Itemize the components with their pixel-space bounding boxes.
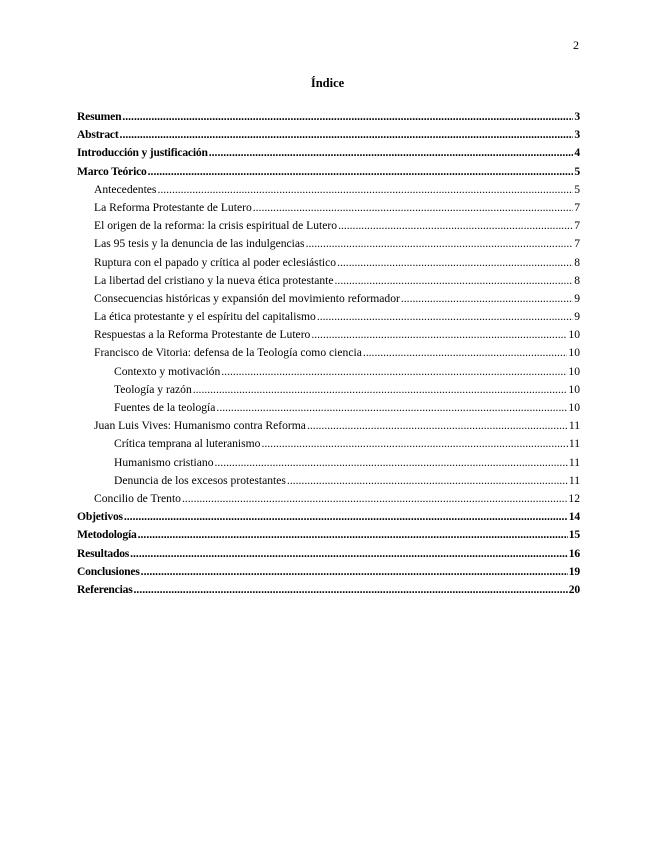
- toc-entry[interactable]: [77, 183, 580, 201]
- toc-entry-label: Humanismo cristiano: [114, 455, 214, 469]
- toc-entry-page: 11: [568, 473, 580, 487]
- toc-entry-label: Juan Luis Vives: Humanismo contra Reforma: [94, 419, 306, 433]
- toc-entry-label: Denuncia de los excesos protestantes: [114, 473, 286, 487]
- toc-entry-label: Metodología: [77, 528, 137, 542]
- toc-entry-page: 8: [574, 273, 580, 287]
- toc-entry-page: 5: [574, 182, 580, 196]
- toc-entry-label: Respuestas a la Reforma Protestante de Lutero: [94, 328, 311, 342]
- toc-entry-label: Ruptura con el papado y crítica al poder eclesiástico: [94, 255, 337, 269]
- toc-entry-label: Conclusiones: [77, 564, 140, 578]
- toc-entry-page: 11: [568, 455, 580, 469]
- toc-entry-page: 12: [568, 491, 580, 505]
- toc-entry-page: 20: [568, 582, 580, 596]
- dot-leader: [221, 365, 567, 378]
- toc-entry-page: 3: [574, 128, 580, 142]
- toc-entry-label: Concilio de Trento: [94, 491, 181, 505]
- toc-entry-page: 10: [568, 382, 580, 396]
- toc-entry-label: La Reforma Protestante de Lutero: [94, 200, 252, 214]
- toc-entry[interactable]: [77, 583, 580, 601]
- toc-entry-page: 11: [568, 437, 580, 451]
- toc-entry-label: Resumen: [77, 110, 122, 123]
- toc-entry[interactable]: [77, 474, 580, 492]
- toc-entry[interactable]: [77, 165, 580, 183]
- dot-leader: [363, 346, 568, 359]
- toc-entry[interactable]: [77, 110, 580, 128]
- toc-entry-label: La ética protestante y el espíritu del capitalismo: [94, 310, 316, 324]
- toc-entry[interactable]: [77, 346, 580, 364]
- toc-entry-page: 9: [574, 291, 580, 305]
- dot-leader: [338, 219, 573, 232]
- dot-leader: [124, 510, 568, 523]
- toc-entry-label: Introducción y justificación: [77, 146, 208, 160]
- toc-entry-page: 7: [574, 200, 580, 214]
- toc-entry-page: 7: [574, 237, 580, 251]
- dot-leader: [193, 383, 568, 396]
- toc-entry-label: Objetivos: [77, 510, 123, 524]
- toc-entry-page: 8: [574, 255, 580, 269]
- dot-leader: [287, 474, 568, 487]
- toc-entry-page: 7: [574, 219, 580, 233]
- toc-entry[interactable]: [77, 365, 580, 383]
- table-of-contents: [77, 110, 580, 601]
- dot-leader: [311, 328, 567, 341]
- toc-entry-label: Francisco de Vitoria: defensa de la Teología como ciencia: [94, 346, 362, 360]
- dot-leader: [335, 274, 574, 287]
- dot-leader: [307, 419, 568, 432]
- toc-entry-page: 9: [574, 310, 580, 324]
- toc-entry[interactable]: [77, 274, 580, 292]
- toc-entry[interactable]: [77, 383, 580, 401]
- toc-entry[interactable]: [77, 237, 580, 255]
- dot-leader: [337, 256, 573, 269]
- toc-entry-page: 15: [568, 528, 580, 542]
- toc-entry-label: Contexto y motivación: [114, 364, 221, 378]
- dot-leader: [306, 237, 574, 250]
- dot-leader: [215, 456, 568, 469]
- toc-entry-label: El origen de la reforma: la crisis espiritual de Lutero: [94, 219, 338, 233]
- dot-leader: [134, 583, 568, 596]
- toc-entry-page: 10: [568, 328, 580, 342]
- toc-entry-page: 10: [568, 364, 580, 378]
- toc-entry-label: Fuentes de la teología: [114, 401, 216, 414]
- toc-entry[interactable]: [77, 437, 580, 455]
- dot-leader: [141, 565, 568, 578]
- page-number: 2: [573, 38, 579, 52]
- dot-leader: [138, 528, 568, 541]
- toc-entry[interactable]: [77, 219, 580, 237]
- toc-entry-label: Resultados: [77, 546, 130, 560]
- toc-entry[interactable]: [77, 492, 580, 510]
- toc-title: Índice: [310, 76, 345, 90]
- dot-leader: [182, 492, 567, 505]
- toc-entry-label: Consecuencias históricas y expansión del movimiento reformador: [94, 291, 400, 305]
- toc-entry[interactable]: [77, 565, 580, 583]
- dot-leader: [120, 128, 574, 141]
- toc-entry[interactable]: [77, 328, 580, 346]
- dot-leader: [317, 310, 573, 323]
- toc-entry-label: Antecedentes: [94, 182, 157, 196]
- toc-entry-page: 5: [574, 164, 580, 178]
- toc-entry-page: 11: [568, 419, 580, 433]
- dot-leader: [209, 146, 574, 159]
- toc-entry-page: 19: [568, 564, 580, 578]
- toc-entry[interactable]: [77, 510, 580, 528]
- toc-entry[interactable]: [77, 528, 580, 546]
- toc-entry-page: 4: [574, 146, 580, 160]
- toc-entry[interactable]: [77, 310, 580, 328]
- toc-entry[interactable]: [77, 146, 580, 164]
- dot-leader: [261, 437, 567, 450]
- toc-entry[interactable]: [77, 292, 580, 310]
- toc-entry-page: 14: [568, 510, 580, 524]
- dot-leader: [130, 547, 568, 560]
- toc-entry-label: La libertad del cristiano y la nueva ética protestante: [94, 273, 334, 287]
- toc-entry[interactable]: [77, 256, 580, 274]
- toc-entry-label: Referencias: [77, 582, 133, 596]
- toc-entry-page: 16: [568, 546, 580, 560]
- toc-entry[interactable]: [77, 547, 580, 565]
- toc-entry[interactable]: [77, 456, 580, 474]
- toc-entry[interactable]: [77, 128, 580, 146]
- toc-entry[interactable]: [77, 401, 580, 419]
- dot-leader: [216, 401, 567, 414]
- toc-entry-label: Las 95 tesis y la denuncia de las indulgencias: [94, 237, 305, 251]
- dot-leader: [148, 165, 574, 178]
- toc-entry-page: 10: [568, 346, 580, 360]
- toc-entry[interactable]: [77, 201, 580, 219]
- toc-entry-label: Abstract: [77, 128, 119, 142]
- dot-leader: [401, 292, 573, 305]
- toc-entry-label: Marco Teórico: [77, 164, 147, 178]
- toc-entry-page: 10: [568, 401, 580, 414]
- toc-entry-page: 3: [574, 110, 580, 123]
- toc-entry-label: Teología y razón: [114, 382, 192, 396]
- dot-leader: [253, 201, 573, 214]
- toc-entry[interactable]: [77, 419, 580, 437]
- dot-leader: [122, 110, 573, 123]
- toc-entry-label: Crítica temprana al luteranismo: [114, 437, 261, 451]
- dot-leader: [157, 183, 573, 196]
